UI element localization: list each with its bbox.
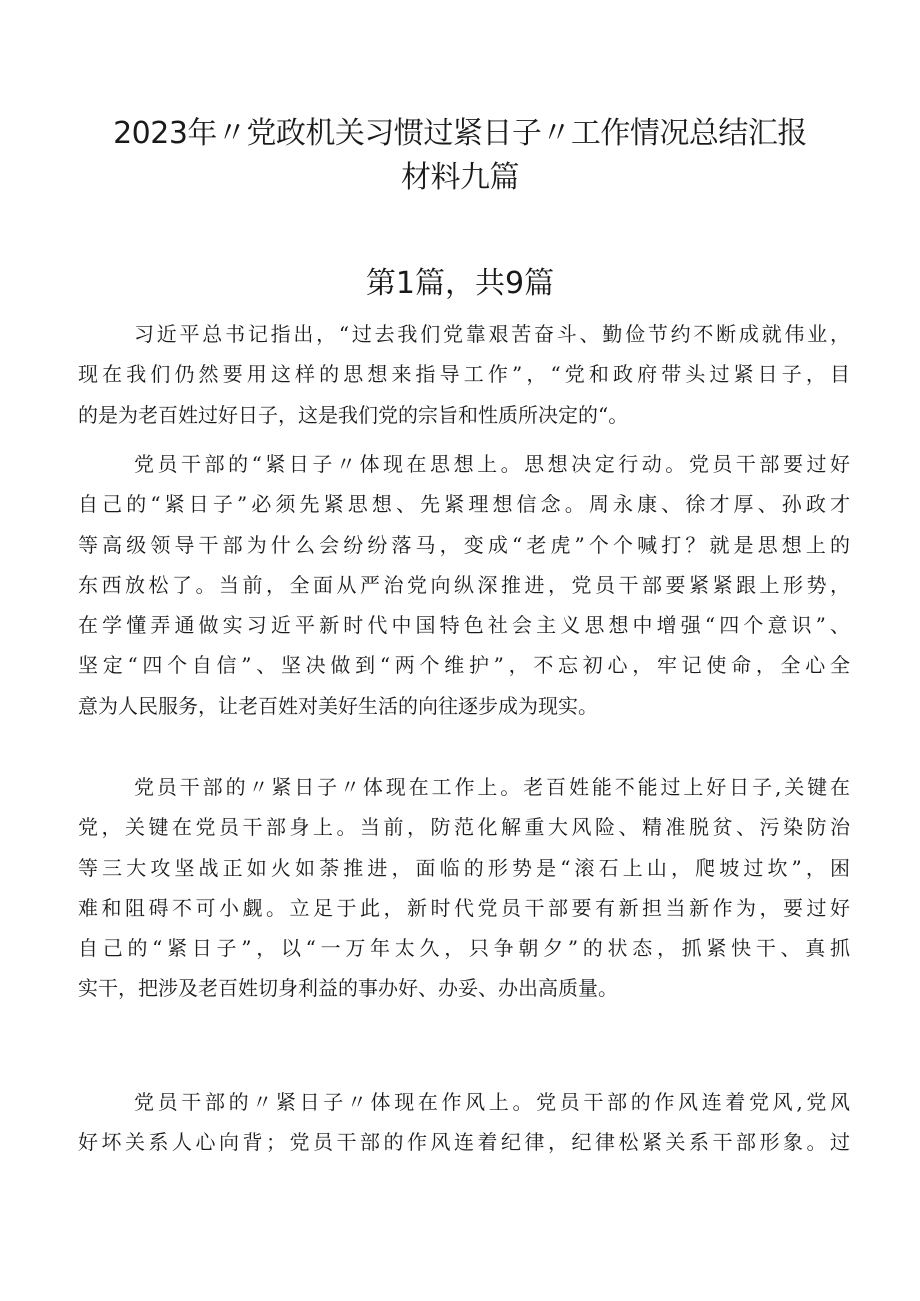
paragraph-4	[78, 1082, 850, 1163]
paragraph-1	[78, 314, 850, 435]
section-heading: 第1篇，共9篇	[365, 266, 555, 301]
paragraph-line: 的是为老百姓过好日子，这是我们党的宗旨和性质所决定的“。	[78, 402, 629, 427]
paragraph-2	[78, 444, 850, 726]
paragraph-line: 好坏关系人心向背；党员干部的作风连着纪律，纪律松紧关系干部形象。过	[78, 1130, 850, 1155]
paragraph-line: 在学懂弄通做实习近平新时代中国特色社会主义思想中增强“四个意识”、	[78, 613, 850, 638]
paragraph-line: 党员干部的〃紧日子〃体现在作风上。党员干部的作风连着党风,党风	[134, 1090, 850, 1114]
paragraph-line: 自己的“紧日子”，以“一万年太久，只争朝夕”的状态，抓紧快干、真抓	[78, 936, 850, 961]
document-title	[100, 112, 820, 200]
paragraph-line: 坚定“四个自信”、坚决做到“两个维护”，不忘初心，牢记使命，全心全	[78, 653, 850, 678]
paragraph-line: 党员干部的〃紧日子〃体现在工作上。老百姓能不能过上好日子,关键在	[134, 775, 850, 799]
paragraph-3	[78, 767, 850, 1009]
document-title-line-2: 材料九篇	[401, 160, 519, 195]
paragraph-line: 实干，把涉及老百姓切身利益的事办好、办妥、办出高质量。	[78, 976, 618, 1001]
paragraph-line: 难和阻碍不可小觑。立足于此，新时代党员干部要有新担当新作为，要过好	[78, 895, 850, 920]
paragraph-line: 等三大攻坚战正如火如荼推进，面临的形势是“滚石上山，爬坡过坎”，困	[78, 855, 850, 880]
paragraph-line: 党，关键在党员干部身上。当前，防范化解重大风险、精准脱贫、污染防治	[78, 815, 850, 840]
paragraph-line: 自己的“紧日子”必须先紧思想、先紧理想信念。周永康、徐才厚、孙政才	[78, 492, 850, 517]
paragraph-line: 等高级领导干部为什么会纷纷落马，变成“老虎”个个喊打？就是思想上的	[78, 532, 850, 557]
paragraph-line: 东西放松了。当前，全面从严治党向纵深推进，党员干部要紧紧跟上形势，	[78, 572, 850, 597]
paragraph-line: 现在我们仍然要用这样的思想来指导工作”，“党和政府带头过紧日子，目	[78, 362, 850, 387]
paragraph-line: 习近平总书记指出，“过去我们党靠艰苦奋斗、勤俭节约不断成就伟业，	[134, 322, 850, 346]
document-title-line-1: 2023年〃党政机关习惯过紧日子〃工作情况总结汇报	[113, 116, 807, 151]
paragraph-line: 意为人民服务，让老百姓对美好生活的向往逐步成为现实。	[78, 693, 598, 718]
paragraph-line: 党员干部的“紧日子〃体现在思想上。思想决定行动。党员干部要过好	[134, 452, 850, 476]
